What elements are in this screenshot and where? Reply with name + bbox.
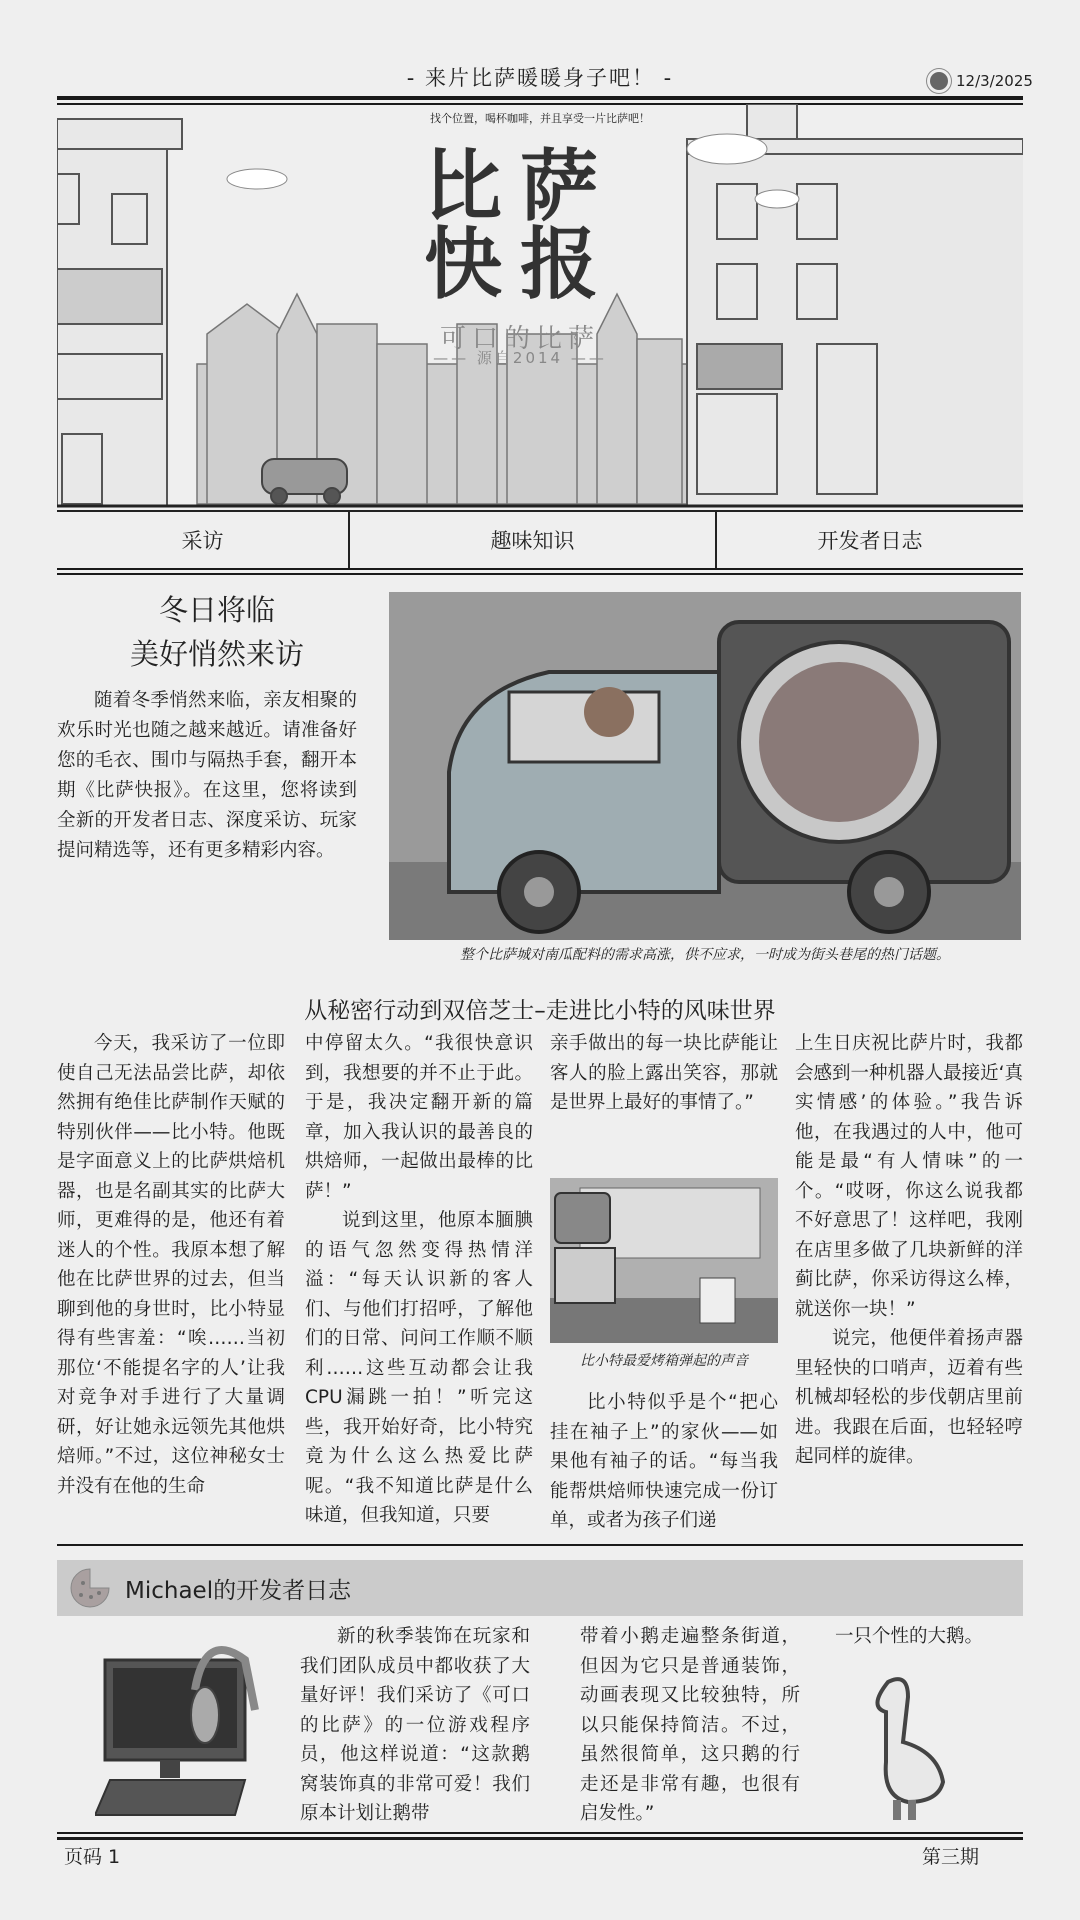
page-number: 页码 1 xyxy=(64,1846,121,1868)
section-nav xyxy=(57,510,1023,568)
robot-image-caption: 比小特最爱烤箱弹起的声音 xyxy=(580,1352,748,1369)
devlog-banner xyxy=(57,1560,1023,1616)
lead-image-caption: 整个比萨城对南瓜配料的需求高涨，供不应求，一时成为街头巷尾的热门话题。 xyxy=(460,947,950,963)
issue-number: 第三期 xyxy=(922,1846,980,1868)
paragraph: 比小特似乎是个“把心挂在袖子上”的家伙——如果他有袖子的话。“每当我能帮烘焙师快速完成一份订单，或者为孩子们递 xyxy=(550,1392,778,1531)
interview-headline: 从秘密行动到双倍芝士–走进比小特的风味世界 xyxy=(304,998,776,1024)
title-line: 比萨 xyxy=(423,142,616,232)
interview-column-3 xyxy=(550,1029,778,1536)
paragraph: 亲手做出的每一块比萨能让客人的脸上露出笑容，那就是世界上最好的事情了。” xyxy=(550,1033,778,1113)
header-slogan: - 来片比萨暖暖身子吧！ - xyxy=(406,66,674,90)
sun-icon xyxy=(930,72,948,90)
divider xyxy=(57,96,1023,100)
title-line: 冬日将临 xyxy=(158,593,275,627)
interview-column-4 xyxy=(795,1029,1023,1472)
paragraph: 说到这里，他原本腼腆的语气忽然变得热情洋溢：“每天认识新的客人们、与他们打招呼，了解他们的日常、问问工作顺不顺利……这些互动都会让我CPU漏跳一拍！”听完这些，我开始好奇，比小特究竟为什么这么热爱比萨呢。“我不知道比萨是什么味道，但我知道，只要 xyxy=(305,1210,533,1526)
interview-column-2 xyxy=(305,1029,533,1531)
devlog-column-3: 一只个性的大鹅。 xyxy=(835,1626,984,1647)
since-label: —— 源自2014 —— xyxy=(433,349,607,367)
interview-column-1: 今天，我采访了一位即使自己无法品尝比萨，却依然拥有绝佳比萨制作天赋的特别伙伴——比小特。他既是字面意义上的比萨烘焙机器，也是名副其实的比萨大师，更难得的是，他还有着迷人的个性。我原本想了解他在比萨世界的过去，但当聊到他的身世时，比小特显得有些害羞：“唉……当初那位‘不能提名字的人’让我对竞争对手进行了大量调研，好让她永远领先其他烘焙师。”不过，这位神秘女士并没有在他的生命 xyxy=(57,1033,285,1497)
tagline: 找个位置，喝杯咖啡，并且享受一片比萨吧！ xyxy=(430,112,650,125)
lead-title xyxy=(57,588,377,676)
pizza-truck-illustration xyxy=(389,592,1021,940)
title-line: 美好悄然来访 xyxy=(129,637,304,671)
masthead-title xyxy=(405,142,635,310)
computer-headset-illustration xyxy=(95,1630,265,1820)
divider xyxy=(57,573,1023,575)
robot-kitchen-illustration xyxy=(550,1178,778,1343)
divider xyxy=(57,1837,1023,1840)
tab-interview[interactable]: 采访 xyxy=(57,512,350,568)
header-date xyxy=(930,72,1033,90)
brand-name: 可口的比萨 xyxy=(439,324,600,354)
title-line: 快报 xyxy=(423,220,616,310)
devlog-column-1: 新的秋季装饰在玩家和我们团队成员中都收获了大量好评！我们采访了《可口的比萨》的一位游戏程序员，他这样说道：“这款鹅窝装饰真的非常可爱！我们原本计划让鹅带 xyxy=(300,1626,530,1824)
date-text: 12/3/2025 xyxy=(956,72,1033,90)
tab-dev-log[interactable]: 开发者日志 xyxy=(817,529,923,553)
goose-illustration xyxy=(858,1672,958,1822)
divider xyxy=(57,1544,1023,1546)
divider xyxy=(57,568,1023,570)
pizza-icon xyxy=(69,1567,111,1609)
lead-body: 随着冬季悄然来临，亲友相聚的欢乐时光也随之越来越近。请准备好您的毛衣、围巾与隔热手套，翻开本期《比萨快报》。在这里，您将读到全新的开发者日志、深度采访、玩家提问精选等，还有更多精彩内容。 xyxy=(57,690,357,861)
paragraph: 中停留太久。“我很快意识到，我想要的并不止于此。于是，我决定翻开新的篇章，加入我认识的最善良的烘焙师，一起做出最棒的比萨！” xyxy=(305,1033,533,1202)
paragraph: 说完，他便伴着扬声器里轻快的口哨声，迈着有些机械却轻松的步伐朝店里前进。我跟在后面，也轻轻哼起同样的旋律。 xyxy=(795,1328,1023,1467)
devlog-title: Michael的开发者日志 xyxy=(125,1577,352,1604)
tab-fun-facts[interactable]: 趣味知识 xyxy=(350,512,717,568)
paragraph: 上生日庆祝比萨片时，我都会感到一种机器人最接近‘真实情感’的体验。”我告诉他，在我遇过的人中，他可能是最“有人情味”的一个。“哎呀，你这么说我都不好意思了！这样吧，我刚在店里多做了几块新鲜的洋蓟比萨，你采访得这么棒，就送你一块！” xyxy=(795,1033,1023,1320)
devlog-column-2: 带着小鹅走遍整条街道，但因为它只是普通装饰，动画表现又比较独特，所以只能保持简洁。不过，虽然很简单，这只鹅的行走还是非常有趣，也很有启发性。” xyxy=(580,1626,800,1824)
divider xyxy=(57,1832,1023,1834)
